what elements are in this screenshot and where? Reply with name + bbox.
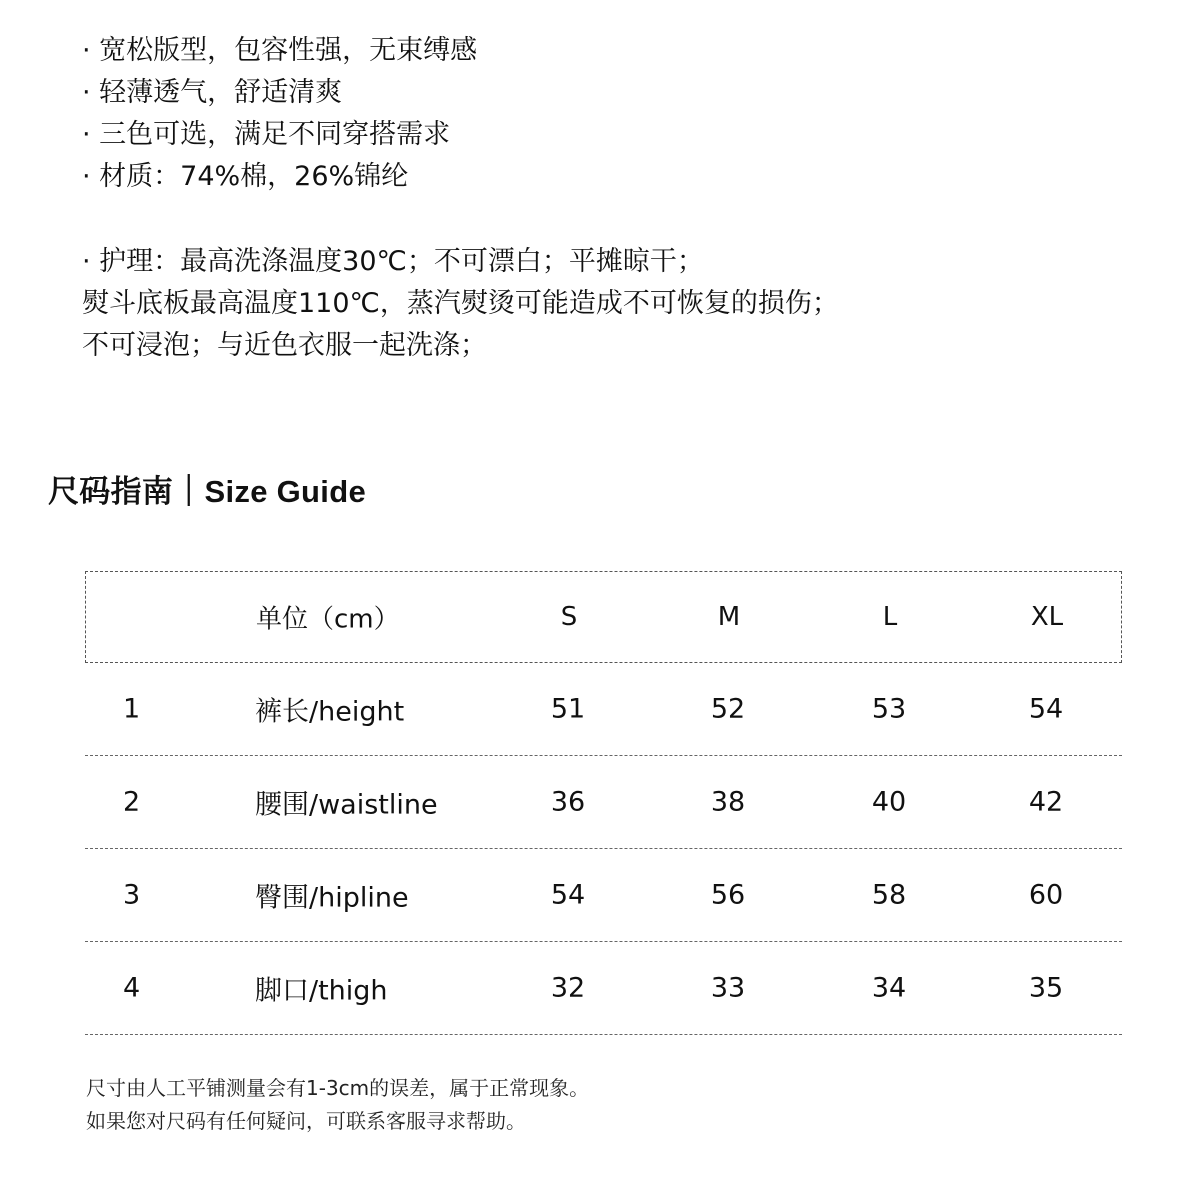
- size-header-m: M: [717, 602, 741, 632]
- value-m: 52: [710, 693, 746, 725]
- care-line: 不可浸泡；与近色衣服一起洗涤；: [82, 330, 487, 361]
- row-index: 1: [123, 693, 141, 725]
- measurement-name: 脚口/thigh: [255, 975, 388, 1007]
- value-s: 51: [550, 693, 586, 725]
- value-m: 38: [710, 786, 746, 818]
- value-l: 40: [871, 786, 907, 818]
- row-index: 3: [123, 879, 141, 911]
- feature-item: · 宽松版型，包容性强，无束缚感: [82, 35, 478, 66]
- value-l: 58: [871, 879, 907, 911]
- measurement-name: 裤长/height: [255, 696, 405, 728]
- value-xl: 54: [1028, 693, 1064, 725]
- value-s: 32: [550, 972, 586, 1004]
- care-line: 熨斗底板最高温度110℃，蒸汽熨烫可能造成不可恢复的损伤；: [82, 288, 839, 319]
- size-table-header: [85, 571, 1122, 663]
- table-row: [85, 756, 1122, 849]
- measurement-note: [86, 1072, 589, 1138]
- care-instructions: [82, 241, 839, 367]
- measurement-name: 臀围/hipline: [255, 882, 409, 914]
- value-xl: 42: [1028, 786, 1064, 818]
- feature-item: · 三色可选，满足不同穿搭需求: [82, 119, 451, 150]
- feature-item: · 轻薄透气，舒适清爽: [82, 77, 343, 108]
- value-l: 34: [871, 972, 907, 1004]
- value-m: 56: [710, 879, 746, 911]
- size-header-xl: XL: [1030, 602, 1064, 632]
- feature-list: [82, 30, 477, 198]
- note-line: 尺寸由人工平铺测量会有1-3cm的误差，属于正常现象。: [86, 1076, 590, 1100]
- row-index: 4: [123, 972, 141, 1004]
- value-l: 53: [871, 693, 907, 725]
- value-xl: 35: [1028, 972, 1064, 1004]
- size-header-s: S: [560, 602, 578, 632]
- feature-item: · 材质：74%棉，26%锦纶: [82, 161, 409, 192]
- table-row: [85, 663, 1122, 756]
- row-index: 2: [123, 786, 141, 818]
- size-table: [85, 571, 1122, 1035]
- table-row: [85, 849, 1122, 942]
- value-s: 54: [550, 879, 586, 911]
- size-header-l: L: [882, 602, 898, 632]
- measurement-name: 腰围/waistline: [255, 789, 438, 821]
- care-line: · 护理：最高洗涤温度30℃；不可漂白；平摊晾干；: [82, 246, 704, 277]
- unit-header: 单位（cm）: [256, 604, 400, 635]
- value-xl: 60: [1028, 879, 1064, 911]
- table-row: [85, 942, 1122, 1035]
- note-line: 如果您对尺码有任何疑问，可联系客服寻求帮助。: [86, 1109, 526, 1133]
- size-guide-title: 尺码指南｜Size Guide: [48, 474, 366, 509]
- value-m: 33: [710, 972, 746, 1004]
- value-s: 36: [550, 786, 586, 818]
